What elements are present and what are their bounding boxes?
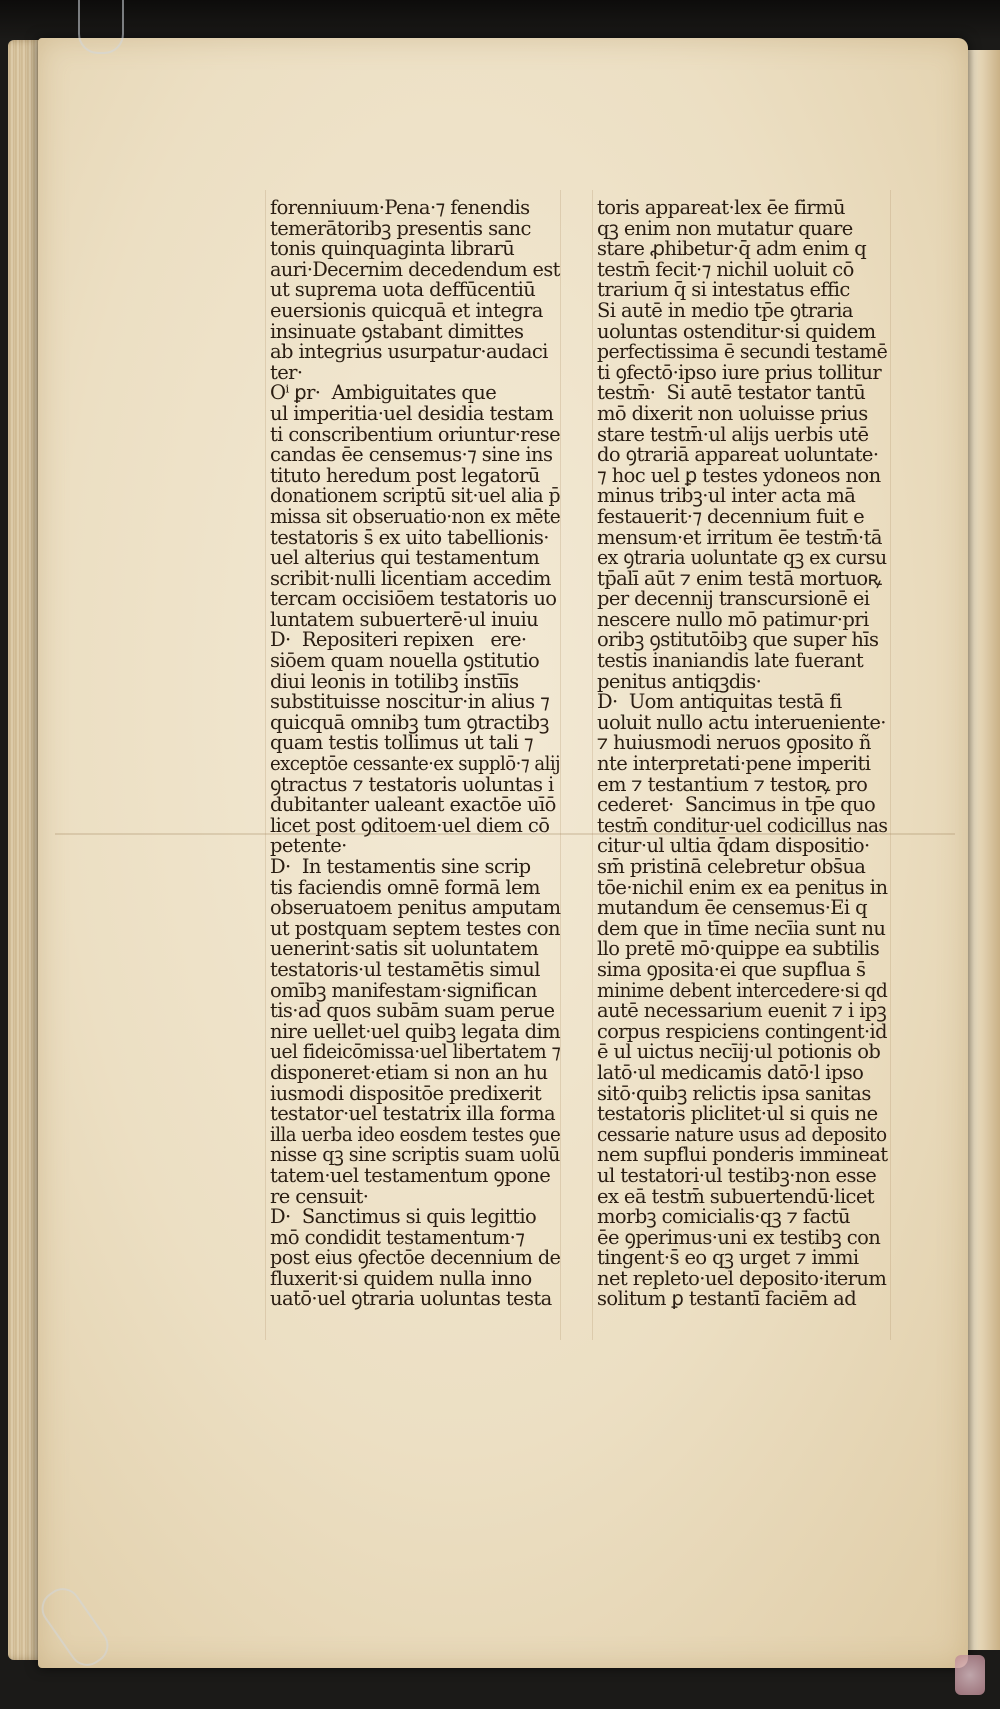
manuscript-line: uel alterius qui testamentum (270, 546, 540, 570)
page-clip (78, 0, 124, 54)
ruling-line (560, 190, 561, 1340)
manuscript-line: nescere nullo mō patimur·pri (597, 607, 869, 631)
manuscript-line: uatō·uel ꝯtraria uoluntas testa (270, 1287, 552, 1311)
manuscript-line: nire uellet·uel quibꝫ legata dim (270, 1019, 561, 1043)
manuscript-line: toris appareat·lex ēe firmū (597, 196, 845, 219)
manuscript-line: testis inaniandis late fuerant (597, 649, 864, 673)
manuscript-line: tis faciendis omnē formā lem (270, 875, 540, 899)
manuscript-line: D· Sanctimus si quis legittio (270, 1205, 537, 1229)
manuscript-line: D· Uom antiquitas testā fi (597, 690, 842, 714)
manuscript-line: sitō·quibꝫ relictis ipsa sanitas (597, 1081, 871, 1105)
manuscript-line: exceptōe cessante·ex supplō·⁊ alij (270, 752, 561, 776)
manuscript-line: testm̄ fecit·⁊ nichil uoluit cō (597, 257, 854, 281)
manuscript-line: testatoris·ul testamētis simul (270, 957, 540, 981)
manuscript-line: em ⁊ testantium ⁊ testoꝶ pro (597, 772, 868, 796)
manuscript-line: luntatem subuerterē·ul inuiu (270, 607, 539, 631)
right-text-column (597, 196, 888, 1311)
manuscript-line: cederet· Sancimus in tp̄e quo (597, 793, 876, 817)
manuscript-line: latō·ul medicamis datō·l ipso (597, 1060, 864, 1084)
manuscript-line: tis·ad quos subām suam perue (270, 999, 555, 1023)
manuscript-line: ex eā testm̄ subuertendū·licet (597, 1184, 875, 1208)
manuscript-line: auri·Decernim decedendum est (270, 257, 560, 281)
manuscript-line: ut suprema uota deffūcentiū (270, 278, 536, 302)
manuscript-line: ter· (270, 360, 303, 384)
manuscript-line: quicquā omnibꝫ tum ꝯtractibꝫ (270, 710, 549, 734)
ruling-line (890, 190, 891, 1340)
manuscript-line: quam testis tollimus ut tali ⁊ (270, 731, 533, 755)
manuscript-line: qꝫ enim non mutatur quare (597, 216, 853, 240)
manuscript-line: minus tribꝫ·ul inter acta mā (597, 484, 856, 508)
manuscript-line: tingent·s̄ eo qꝫ urget ⁊ immi (597, 1246, 859, 1270)
manuscript-line: nisse qꝫ sine scriptis suam uolū (270, 1143, 560, 1167)
manuscript-line: llo pretē mō·quippe ea subtilis (597, 937, 880, 961)
left-text-column (270, 196, 561, 1311)
manuscript-line: ti conscribentium oriuntur·rese (270, 422, 561, 446)
ruling-line (265, 190, 266, 1340)
manuscript-line: minime debent intercedere·si qd (597, 978, 888, 1002)
manuscript-line: per decennij transcursionē ei (597, 587, 870, 611)
manuscript-line: iusmodi dispositōe predixerit (270, 1081, 542, 1105)
manuscript-line: siōem quam nouella ꝯstitutio (270, 649, 540, 673)
manuscript-line: omībꝫ manifestam·significan (270, 978, 537, 1002)
manuscript-line: net repleto·uel deposito·iterum (597, 1266, 887, 1290)
manuscript-line: stare testm̄·ul alijs uerbis utē (597, 422, 869, 446)
manuscript-line: mutandum ēe censemus·Ei q (597, 896, 868, 920)
manuscript-line: ē ul uictus necīij·ul potionis ob (597, 1040, 881, 1064)
manuscript-line: illa uerba ideo eosdem testes ꝯue (270, 1122, 561, 1146)
manuscript-line: oribꝫ ꝯstitutōibꝫ que super hīs (597, 628, 879, 652)
ruling-line (592, 190, 593, 1340)
manuscript-line: fluxerit·si quidem nulla inno (270, 1266, 532, 1290)
manuscript-line: forenniuum·Pena·⁊ fenendis (270, 196, 530, 219)
manuscript-line: sm̄ pristinā celebretur obs̄ua (597, 855, 866, 878)
background-shadow (0, 0, 1000, 40)
manuscript-line: solitum ꝑ testantī faciēm ad (597, 1287, 857, 1311)
manuscript-line: uenerint·satis sit uoluntatem (270, 937, 539, 961)
manuscript-line: tōe·nichil enim ex ea penitus in (597, 875, 888, 899)
manuscript-line: scribit·nulli licentiam accedim (270, 566, 551, 590)
manuscript-line: testator·uel testatrix illa forma (270, 1102, 556, 1126)
manuscript-line: testm̄ conditur·uel codicillus nas (597, 813, 888, 837)
manuscript-line: sima ꝯposita·ei que supflua s̄ (597, 957, 866, 981)
manuscript-line: temerātoribꝫ presentis sanc (270, 216, 531, 240)
manuscript-line: tonis quinquaginta librarū (270, 237, 515, 261)
manuscript-line: mō condidit testamentum·⁊ (270, 1225, 525, 1249)
manuscript-line: cessarie nature usus ad deposito (597, 1122, 887, 1146)
manuscript-line: substituisse noscitur·in alius ⁊ (270, 690, 550, 714)
manuscript-line: testatoris pliclitet·ul si quis ne (597, 1102, 878, 1126)
manuscript-line: petente· (270, 834, 347, 858)
manuscript-line: donationem scriptū sit·uel alia p̄ (270, 484, 560, 508)
manuscript-line: euersionis quicquā et integra (270, 298, 543, 322)
manuscript-line: dubitanter ualeant exactōe uīō (270, 793, 556, 817)
manuscript-line: Oⁱ ꝑr· Ambiguitates que (270, 381, 497, 405)
manuscript-line: uel fideicōmissa·uel libertatem ⁊ (270, 1040, 561, 1064)
manuscript-line: re censuit· (270, 1184, 369, 1208)
manuscript-line: stare ꝓhibetur·q̄ adm enim q (597, 237, 867, 261)
manuscript-line: penitus antiqꝫdis· (597, 669, 762, 693)
manuscript-line: diui leonis in totilibꝫ instīīs (270, 669, 519, 693)
manuscript-line: uoluit nullo actu interueniente· (597, 710, 886, 734)
manuscript-line: obseruatoem penitus amputam (270, 896, 561, 920)
manuscript-line: autē necessarium euenit ⁊ i ipꝫ (597, 999, 887, 1023)
manuscript-line: do ꝯtrariā appareat uoluntate· (597, 443, 879, 467)
manuscript-line: citur·ul ultia q̄dam dispositio· (597, 834, 870, 858)
manuscript-line: ex ꝯtraria uoluntate qꝫ ex cursu (597, 546, 887, 570)
manuscript-line: ul testatori·ul testibꝫ·non esse (597, 1163, 877, 1187)
manuscript-line: Si autē in medio tp̄e ꝯtraria (597, 298, 853, 322)
manuscript-line: tituto heredum post legatorū (270, 463, 540, 487)
manuscript-line: D· In testamentis sine scrip (270, 855, 531, 878)
manuscript-line: tercam occisiōem testatoris uo (270, 587, 557, 611)
manuscript-line: corpus respiciens contingent·id (597, 1019, 887, 1043)
manuscript-line: disponeret·etiam si non an hu (270, 1060, 548, 1084)
manuscript-line: post eius ꝯfectōe decennium de (270, 1246, 561, 1270)
manuscript-line: ⁊ hoc uel ꝑ testes ydoneos non (597, 463, 881, 487)
manuscript-line: ēe ꝯperimus·uni ex testibꝫ con (597, 1225, 881, 1249)
bookmark-ribbon (955, 1655, 985, 1695)
manuscript-line: ul imperitia·uel desidia testam (270, 401, 554, 425)
manuscript-line: candas ēe censemus·⁊ sine ins (270, 443, 553, 467)
manuscript-line: tatem·uel testamentum ꝯpone (270, 1163, 551, 1187)
manuscript-line: ꝯtractus ⁊ testatoris uoluntas i (270, 772, 554, 796)
manuscript-line: perfectissima ē secundi testamē (597, 340, 888, 364)
manuscript-line: ab integrius usurpatur·audaci (270, 340, 548, 364)
manuscript-line: nte interpretati·pene imperiti (597, 752, 871, 776)
manuscript-line: licet post ꝯditoem·uel diem cō (270, 813, 550, 837)
manuscript-line: uoluntas ostenditur·si quidem (597, 319, 876, 343)
manuscript-line: festauerit·⁊ decennium fuit e (597, 504, 865, 528)
manuscript-line: dem que in tīme necīia sunt nu (597, 916, 886, 940)
manuscript-line: insinuate ꝯstabant dimittes (270, 319, 524, 343)
manuscript-line: morbꝫ comicialis·qꝫ ⁊ factū (597, 1205, 851, 1229)
manuscript-line: mensum·et irritum ēe testm̄·tā (597, 525, 882, 549)
manuscript-line: ut postquam septem testes con (270, 916, 560, 940)
manuscript-line: ⁊ huiusmodi neruos ꝯposito ñ (597, 731, 871, 755)
manuscript-line: mō dixerit non uoluisse prius (597, 401, 868, 425)
manuscript-line: D· Repositeri repixen ere· (270, 628, 527, 652)
manuscript-line: testatoris s̄ ex uito tabellionis· (270, 525, 549, 549)
manuscript-line: tp̄alī aūt ⁊ enim testā mortuoꝶ (597, 566, 882, 590)
manuscript-line: ti ꝯfectō·ipso iure prius tollitur (597, 360, 882, 384)
manuscript-line: trarium q̄ si intestatus effic (597, 278, 850, 302)
manuscript-line: testm̄· Si autē testator tantū (597, 381, 866, 405)
manuscript-line: nem supflui ponderis immineat (597, 1143, 888, 1167)
manuscript-line: missa sit obseruatio·non ex mēte (270, 504, 561, 528)
